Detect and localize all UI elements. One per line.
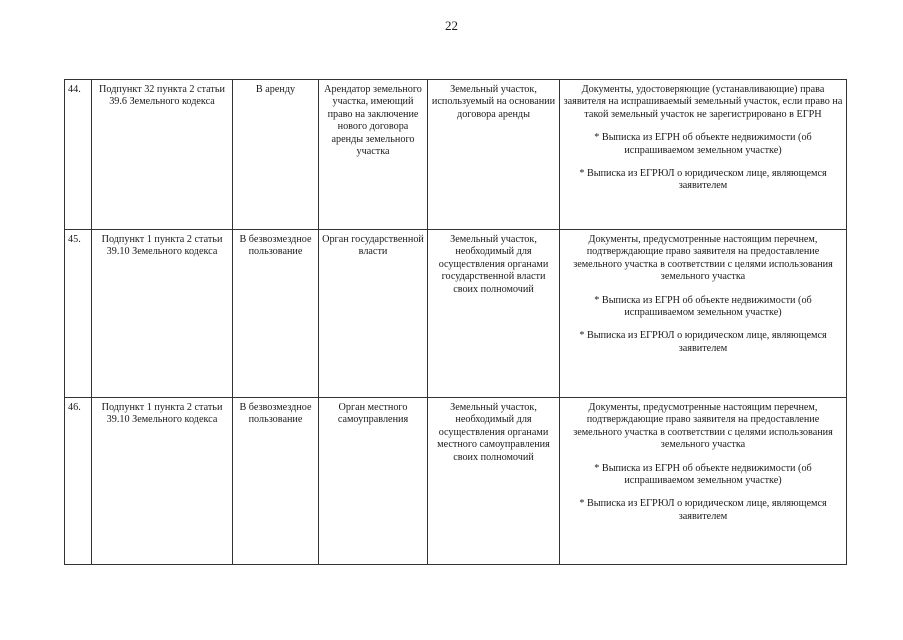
right-type-cell: В безвозмездное пользование xyxy=(233,230,319,398)
applicant-cell: Арендатор земельного участка, имеющий право на заключение нового договора аренды земельного участка xyxy=(319,80,428,230)
document-item: * Выписка из ЕГРН об объекте недвижимости (об испрашиваемом земельном участке) xyxy=(594,294,812,319)
document-item: * Выписка из ЕГРЮЛ о юридическом лице, являющемся заявителем xyxy=(579,498,827,522)
applicant-cell: Орган местного самоуправления xyxy=(319,398,428,565)
land-plot-cell: Земельный участок, используемый на основании договора аренды xyxy=(428,80,560,230)
applicant-cell: Орган государственной власти xyxy=(319,230,428,398)
land-plot-cell: Земельный участок, необходимый для осуществления органами местного самоуправления своих полномочий xyxy=(428,398,560,565)
right-type-cell: В аренду xyxy=(233,80,319,230)
legal-basis-cell: Подпункт 1 пункта 2 статьи 39.10 Земельного кодекса xyxy=(92,398,233,565)
documents-cell xyxy=(560,230,847,398)
document-item: * Выписка из ЕГРН об объекте недвижимости (об испрашиваемом земельном участке) xyxy=(594,462,812,487)
legal-basis-cell: Подпункт 32 пункта 2 статьи 39.6 Земельного кодекса xyxy=(92,80,233,230)
row-number: 45. xyxy=(65,230,92,398)
table-row xyxy=(65,80,847,230)
row-number: 44. xyxy=(65,80,92,230)
land-plot-cell: Земельный участок, необходимый для осуществления органами государственной власти своих полномочий xyxy=(428,230,560,398)
documents-table xyxy=(64,79,847,565)
legal-basis-cell: Подпункт 1 пункта 2 статьи 39.10 Земельного кодекса xyxy=(92,230,233,398)
table-row xyxy=(65,230,847,398)
right-type-cell: В безвозмездное пользование xyxy=(233,398,319,565)
document-item: * Выписка из ЕГРЮЛ о юридическом лице, являющемся заявителем xyxy=(579,330,827,354)
table-row xyxy=(65,398,847,565)
document-item: * Выписка из ЕГРН об объекте недвижимости (об испрашиваемом земельном участке) xyxy=(594,132,812,156)
row-number: 46. xyxy=(65,398,92,565)
document-item: Документы, удостоверяющие (устанавливающие) права заявителя на испрашиваемый земельный участок, если право на такой земельный участок не зарегистрировано в ЕГРН xyxy=(563,84,843,120)
documents-cell xyxy=(560,80,847,230)
page-number: 22 xyxy=(445,18,458,33)
document-item: Документы, предусмотренные настоящим перечнем, подтверждающие право заявителя на предоставление земельного участка в соответствии с целями использования земельного участка xyxy=(573,234,833,283)
document-item: Документы, предусмотренные настоящим перечнем, подтверждающие право заявителя на предоставление земельного участка в соответствии с целями использования земельного участка xyxy=(573,402,833,451)
documents-cell xyxy=(560,398,847,565)
document-item: * Выписка из ЕГРЮЛ о юридическом лице, являющемся заявителем xyxy=(579,168,827,192)
